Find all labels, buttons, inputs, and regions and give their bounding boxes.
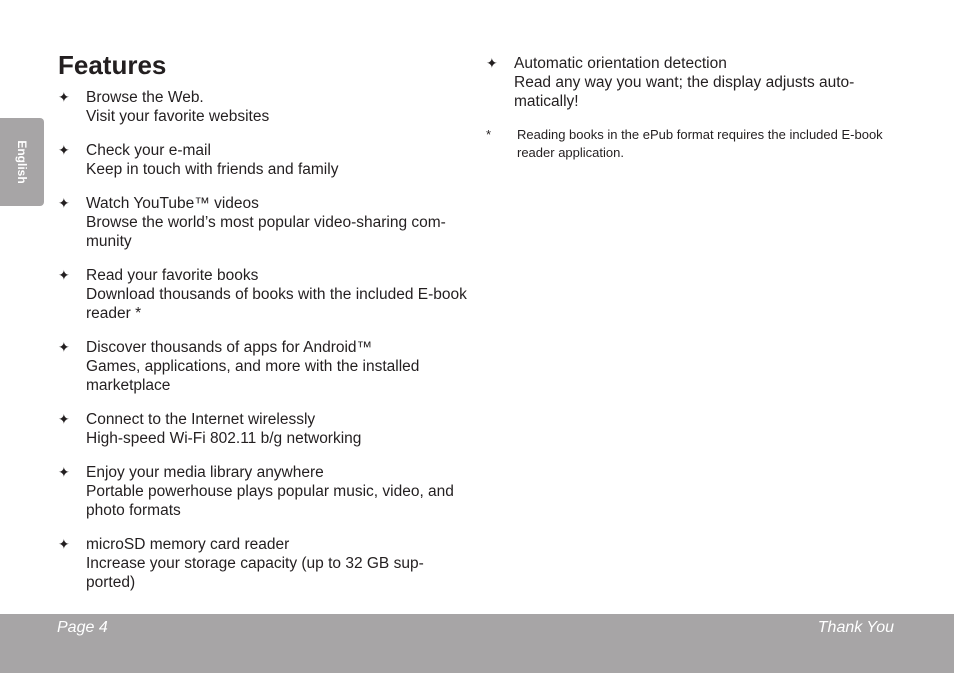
feature-description: Keep in touch with friends and family <box>86 161 339 178</box>
feature-description: High-speed Wi-Fi 802.11 b/g networking <box>86 430 362 447</box>
footnote-text: Reading books in the ePub format requires the included E-book reader application. <box>517 127 883 160</box>
star-bullet-icon: ✦ <box>58 267 70 283</box>
page-number: Page 4 <box>57 619 108 636</box>
section-title: Thank You <box>817 619 894 636</box>
feature-title: Connect to the Internet wirelessly <box>86 411 316 428</box>
star-bullet-icon: ✦ <box>58 411 70 427</box>
page-title: Features <box>58 50 167 80</box>
star-bullet-icon: ✦ <box>58 142 70 158</box>
star-bullet-icon: ✦ <box>486 55 498 71</box>
feature-item <box>58 338 468 395</box>
feature-description: Download thousands of books with the included E-book reader * <box>86 286 467 322</box>
star-bullet-icon: ✦ <box>58 195 70 211</box>
feature-description: Visit your favorite websites <box>86 108 270 125</box>
feature-item <box>58 141 468 179</box>
feature-description: Portable powerhouse plays popular music, video, and photo formats <box>86 483 454 519</box>
star-bullet-icon: ✦ <box>58 536 70 552</box>
star-bullet-icon: ✦ <box>58 89 70 105</box>
feature-description: Read any way you want; the display adjusts auto-matically! <box>514 74 855 110</box>
feature-description: Browse the world’s most popular video-sharing com-munity <box>86 214 446 250</box>
feature-title: Read your favorite books <box>86 267 259 284</box>
feature-item <box>58 410 468 448</box>
feature-item <box>58 266 468 323</box>
star-bullet-icon: ✦ <box>58 464 70 480</box>
feature-item <box>58 88 468 126</box>
features-list <box>58 88 468 607</box>
feature-title: Watch YouTube™ videos <box>86 195 259 212</box>
feature-title: Browse the Web. <box>86 89 204 106</box>
feature-title: Check your e-mail <box>86 142 211 159</box>
footnote-mark: * <box>486 127 492 142</box>
feature-title: Automatic orientation detection <box>514 55 727 72</box>
language-tab <box>0 118 44 206</box>
feature-item <box>58 194 468 251</box>
footer-bar <box>0 614 954 673</box>
feature-description: Games, applications, and more with the installed marketplace <box>86 358 420 394</box>
right-features-list <box>486 54 886 111</box>
feature-item <box>58 535 468 592</box>
star-bullet-icon: ✦ <box>58 339 70 355</box>
feature-title: microSD memory card reader <box>86 536 290 553</box>
feature-item <box>58 463 468 520</box>
feature-title: Discover thousands of apps for Android™ <box>86 339 373 356</box>
feature-title: Enjoy your media library anywhere <box>86 464 324 481</box>
language-tab-label: English <box>15 140 29 184</box>
feature-description: Increase your storage capacity (up to 32 GB sup-ported) <box>86 555 424 591</box>
footnote <box>486 126 886 162</box>
feature-item <box>486 54 886 111</box>
